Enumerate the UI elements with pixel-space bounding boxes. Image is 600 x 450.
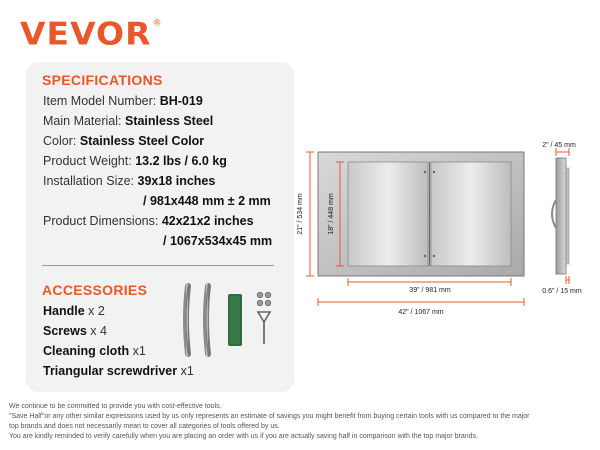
accessories-illustration xyxy=(180,282,280,362)
width-outer-label: 42" / 1067 mm xyxy=(398,309,444,316)
accessory-screwdriver: Triangular screwdriver x1 xyxy=(43,364,194,378)
footer-line: We continue to be committed to provide you with cost-effective tools. xyxy=(9,403,222,410)
handle-icon xyxy=(206,286,208,354)
triangular-screwdriver-icon xyxy=(258,312,270,344)
spec-row-color: Color: Stainless Steel Color xyxy=(43,134,205,148)
specifications-heading: SPECIFICATIONS xyxy=(42,72,163,88)
accessory-cleaning-cloth: Cleaning cloth x1 xyxy=(43,344,146,358)
footer-line: "Save Half"or any other similar expressions used by us only represents an estimate of savings you might benefit from buying certain tools with us compared to the major xyxy=(9,413,530,420)
spec-row-weight: Product Weight: 13.2 lbs / 6.0 kg xyxy=(43,154,227,168)
right-door-panel xyxy=(431,162,511,266)
spec-row-material: Main Material: Stainless Steel xyxy=(43,114,214,128)
door-diagram xyxy=(296,130,596,330)
height-inner-label: 18" / 448 mm xyxy=(328,193,335,235)
spec-row-model: Item Model Number: BH-019 xyxy=(43,94,203,108)
accessory-handle: Handle x 2 xyxy=(43,304,105,318)
footer-line: top brands and does not necessarily mean to cover all categories of tools offered by us. xyxy=(9,423,280,430)
door-side-view xyxy=(556,158,566,274)
accessory-screws: Screws x 4 xyxy=(43,324,107,338)
spec-row-installation-size-metric: / 981x448 mm ± 2 mm xyxy=(143,194,271,208)
panel-divider xyxy=(42,265,274,266)
width-inner-label: 39" / 981 mm xyxy=(409,287,451,294)
flange-label: 0.6" / 15 mm xyxy=(542,288,582,295)
spec-row-product-dimensions: Product Dimensions: 42x21x2 inches xyxy=(43,214,254,228)
handle-icon xyxy=(552,200,556,228)
screws-icon xyxy=(257,292,271,306)
spec-row-installation-size: Installation Size: 39x18 inches xyxy=(43,174,216,188)
left-door-panel xyxy=(348,162,428,266)
spec-row-product-dimensions-metric: / 1067x534x45 mm xyxy=(163,234,273,248)
handle-icon xyxy=(186,286,188,354)
brand-logo: VEVOR® xyxy=(20,14,163,53)
footer-line: You are kindly reminded to verify carefully when you are placing an order with us if you are actually saving half in comparison with the top major brands. xyxy=(9,433,478,440)
depth-label: 2" / 45 mm xyxy=(542,142,576,149)
accessories-heading: ACCESSORIES xyxy=(42,282,148,298)
height-outer-label: 21" / 534 mm xyxy=(297,193,304,235)
